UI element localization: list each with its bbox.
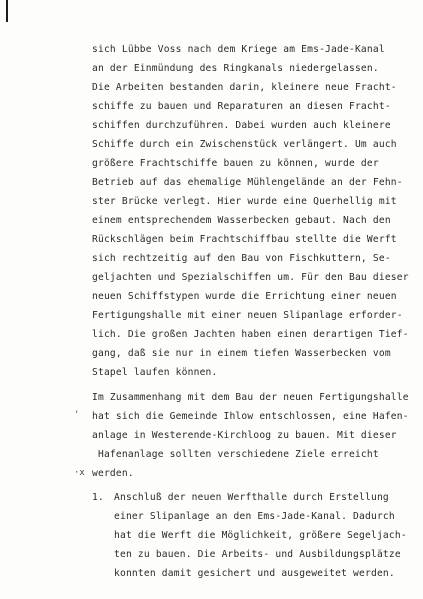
margin-tick-mark: ' xyxy=(74,410,80,420)
list-item-line: ten zu bauen. Die Arbeits- und Ausbildungsplätze xyxy=(114,549,401,560)
list-item-line: hat die Werft die Möglichkeit, größere Segeljach- xyxy=(114,530,407,541)
paragraph-1-line: sich rechtzeitig auf den Bau von Fischkuttern, Se- xyxy=(92,253,391,264)
paragraph-1-line: einem entsprechendem Wasserbecken gebaut. Nach den xyxy=(92,215,391,226)
paragraph-1-line: Fertigungshalle mit einer neuen Slipanlage erforder- xyxy=(92,310,403,321)
paragraph-2-line: werden. xyxy=(92,468,134,479)
paragraph-1-line: Schiffe durch ein Zwischenstück verlängert. Um auch xyxy=(92,139,397,150)
paragraph-2-line: Im Zusammenhang mit dem Bau der neuen Fertigungshalle xyxy=(92,392,409,403)
paragraph-2-line: anlage in Westerende-Kirchloog zu bauen. Mit dieser xyxy=(92,430,397,441)
paragraph-1-line: größere Frachtschiffe bauen zu können, wurde der xyxy=(92,158,379,169)
list-item-line: einer Slipanlage an den Ems-Jade-Kanal. Dadurch xyxy=(114,511,395,522)
margin-arrow-mark: ·x xyxy=(74,468,85,478)
paragraph-1-line: schiffe zu bauen und Reparaturen an diesen Fracht- xyxy=(92,101,391,112)
paragraph-2-line: hat sich die Gemeinde Ihlow entschlossen, eine Hafen- xyxy=(92,411,409,422)
list-item-number: 1. xyxy=(92,492,104,503)
list-item-line: Anschluß der neuen Werfthalle durch Erstellung xyxy=(114,492,389,503)
paragraph-1-line: lich. Die großen Jachten haben einen derartigen Tief- xyxy=(92,329,409,340)
paragraph-2-line: Hafenanlage sollten verschiedene Ziele erreicht xyxy=(92,449,379,460)
paragraph-1-line: Die Arbeiten bestanden darin, kleinere neue Fracht- xyxy=(92,82,397,93)
paragraph-1-line: Stapel laufen können. xyxy=(92,367,218,378)
paragraph-1-line: gang, daß sie nur in einem tiefen Wasserbecken vom xyxy=(92,348,391,359)
paragraph-1-line: schiffen durchzuführen. Dabei wurden auch kleinere xyxy=(92,120,391,131)
paragraph-1-line: Betrieb auf das ehemalige Mühlengelände an der Fehn- xyxy=(92,177,403,188)
paragraph-1-line: ster Brücke verlegt. Hier wurde eine Querhellig mit xyxy=(92,196,397,207)
paragraph-1-line: Rückschlägen beim Frachtschiffbau stellte die Werft xyxy=(92,234,397,245)
paragraph-1-line: sich Lübbe Voss nach dem Kriege am Ems-Jade-Kanal xyxy=(92,44,385,55)
paragraph-1-line: neuen Schiffstypen wurde die Errichtung einer neuen xyxy=(92,291,397,302)
paragraph-1-line: geljachten und Spezialschiffen um. Für den Bau dieser xyxy=(92,272,409,283)
page-edge-mark xyxy=(6,0,8,22)
paragraph-1-line: an der Einmündung des Ringkanals niedergelassen. xyxy=(92,63,379,74)
list-item-line: konnten damit gesichert und ausgeweitet werden. xyxy=(114,568,395,579)
